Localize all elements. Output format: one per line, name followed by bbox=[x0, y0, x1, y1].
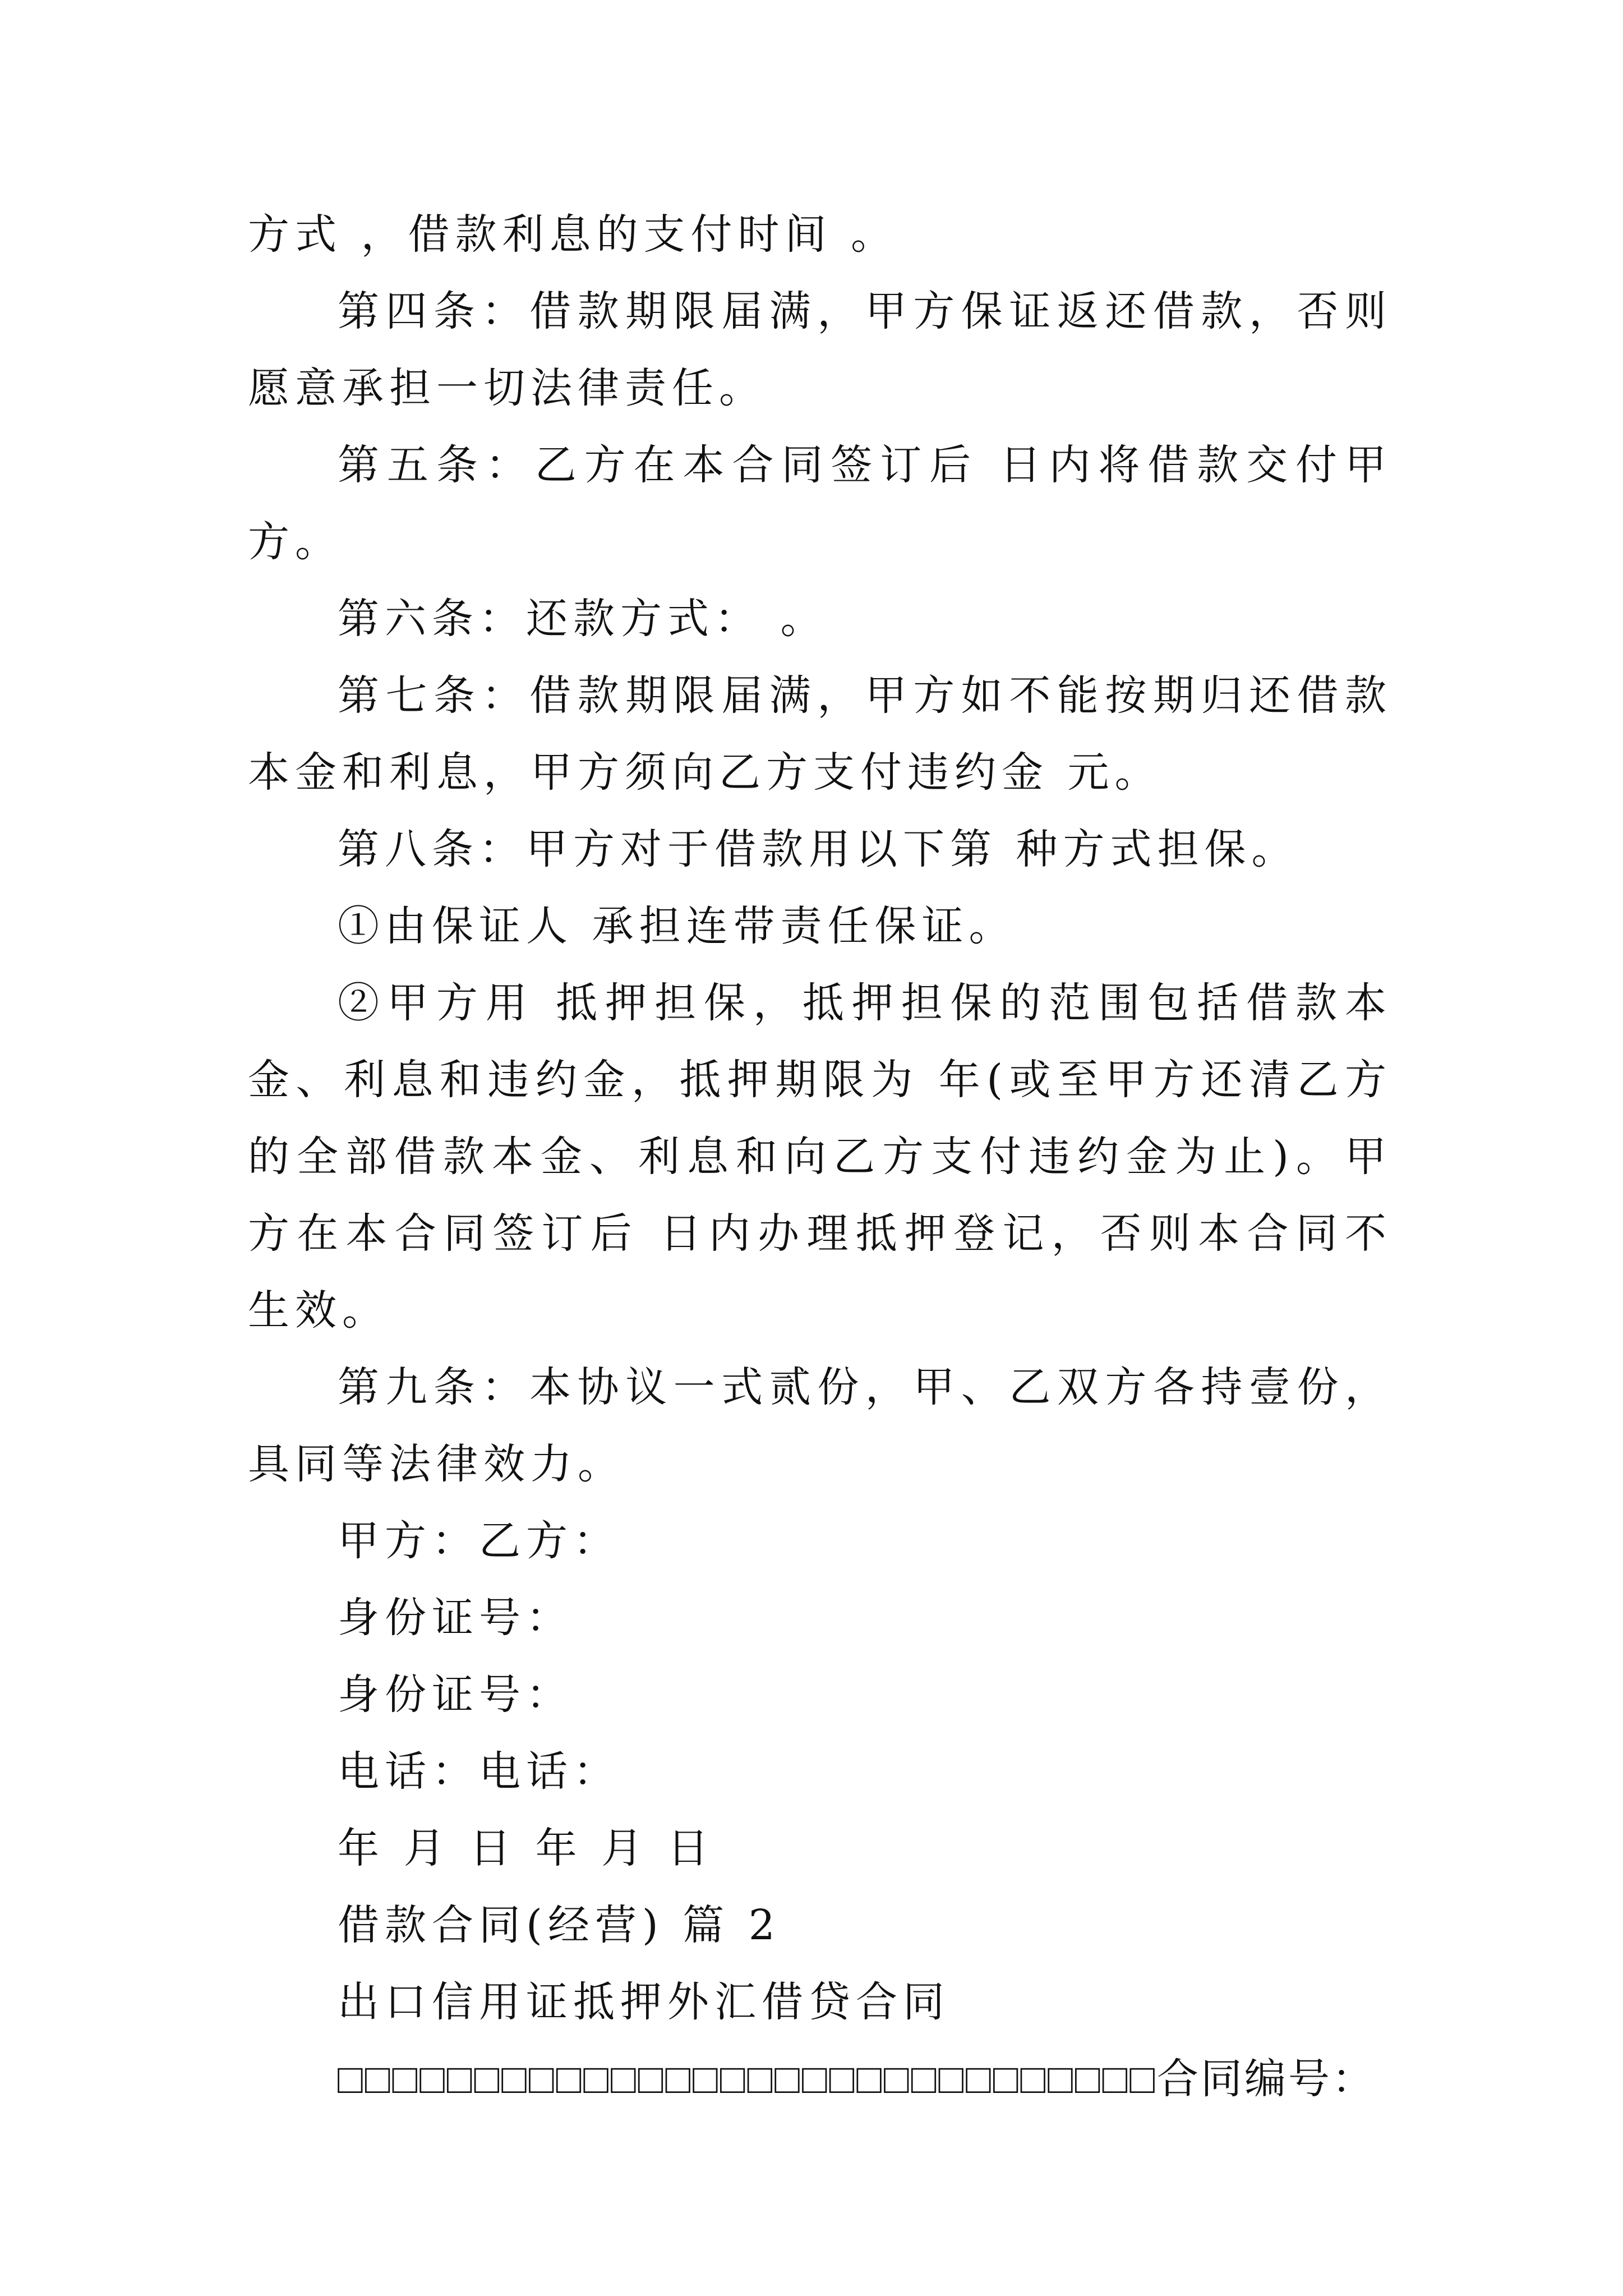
paragraph-article-5: 第五条：乙方在本合同签订后 日内将借款交付甲方。 bbox=[248, 441, 1392, 566]
paragraph-guarantee-option-1: ①由保证人 承担连带责任保证。 bbox=[338, 902, 1016, 950]
section-heading: 借款合同(经营) 篇 2 bbox=[338, 1901, 781, 1949]
contract-number-line: □□□□□□□□□□□□□□□□□□□□□□□□□□□□□□合同编号： bbox=[338, 2055, 1376, 2103]
paragraph-article-9: 第九条：本协议一式贰份，甲、乙双方各持壹份，具同等法律效力。 bbox=[248, 1363, 1392, 1488]
document-body bbox=[248, 196, 1392, 2118]
paragraph-interest-payment: 方式 ，借款利息的支付时间 。 bbox=[248, 210, 898, 259]
paragraph-article-6: 第六条：还款方式： 。 bbox=[338, 595, 828, 643]
signature-id-number-a: 身份证号： bbox=[338, 1594, 573, 1642]
paragraph-article-4: 第四条：借款期限届满，甲方保证返还借款，否则愿意承担一切法律责任。 bbox=[248, 287, 1392, 412]
signature-id-number-b: 身份证号： bbox=[338, 1671, 573, 1719]
paragraph-article-7: 第七条：借款期限届满，甲方如不能按期归还借款本金和利息，甲方须向乙方支付违约金 元。 bbox=[248, 671, 1392, 797]
signature-dates: 年 月 日 年 月 日 bbox=[338, 1824, 714, 1872]
paragraph-article-8: 第八条：甲方对于借款用以下第 种方式担保。 bbox=[338, 825, 1299, 873]
contract-title: 出口信用证抵押外汇借贷合同 bbox=[338, 1978, 950, 2026]
signature-phone: 电话：电话： bbox=[338, 1747, 620, 1796]
paragraph-guarantee-option-2: ②甲方用 抵押担保，抵押担保的范围包括借款本金、利息和违约金，抵押期限为 年(或至甲方还清乙方的全部借款本金、利息和向乙方支付违约金为止)。甲方在本合同签订后 日内办理抵押登记，否则本合同不生效。 bbox=[248, 979, 1392, 1335]
signature-parties: 甲方：乙方： bbox=[338, 1517, 620, 1565]
